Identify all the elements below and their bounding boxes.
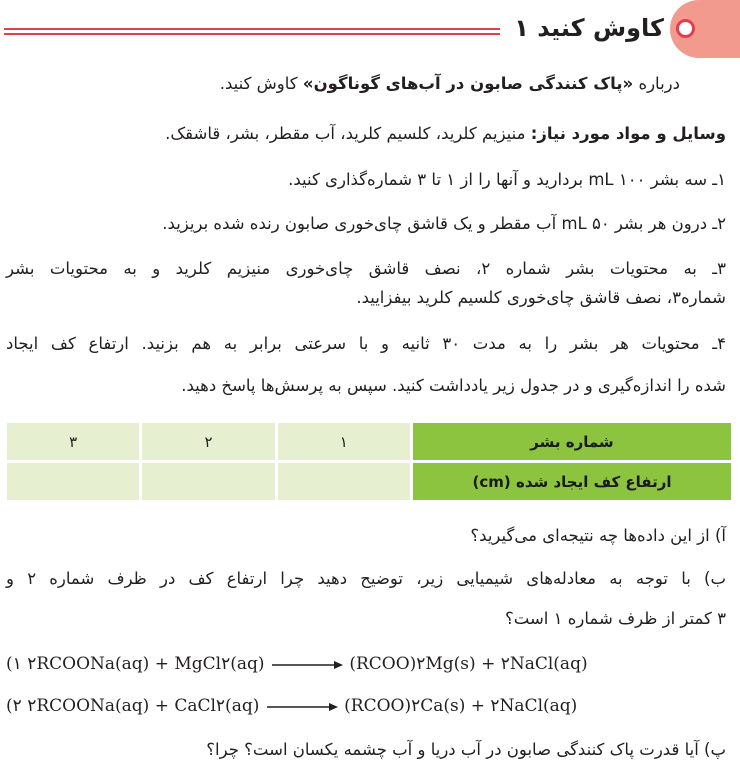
table-cell-beaker-3: ۳ xyxy=(7,423,139,460)
table-cell-empty xyxy=(142,463,274,500)
question-b-line-1: ب) با توجه به معادله‌های شیمیایی زیر، توضیح دهید چرا ارتفاع کف در ظرف شماره ۲ و xyxy=(6,569,727,588)
table-row xyxy=(7,463,731,500)
section-header xyxy=(0,0,740,62)
step-4-line-2: شده را اندازه‌گیری و در جدول زیر یادداشت کنید. سپس به پرسش‌ها پاسخ دهید. xyxy=(181,376,726,395)
equation-2 xyxy=(6,693,577,719)
step-1: ۱ـ سه بشر ۱۰۰ mL بردارید و آنها را از ۱ تا ۳ شماره‌گذاری کنید. xyxy=(288,170,726,189)
step-4-line-1: ۴ـ محتویات هر بشر را به مدت ۳۰ ثانیه و با سرعتی برابر به هم بزنید. ارتفاع کف ایجاد xyxy=(6,334,726,353)
step-3-line-1: ۳ـ به محتویات بشر شماره ۲، نصف قاشق چای‌خوری منیزیم کلرید و به محتویات بشر xyxy=(6,259,727,278)
table-cell-empty xyxy=(278,463,410,500)
equation-2-products: (RCOO)۲Ca(s) + ۲NaCl(aq) xyxy=(344,696,578,716)
equation-1-number: ۱) xyxy=(6,654,22,674)
step-3-line-2: شماره۳، نصف قاشق چای‌خوری کلسیم کلرید بیفزایید. xyxy=(356,288,726,307)
reaction-arrow-icon xyxy=(265,701,339,713)
intro-prefix: درباره xyxy=(633,74,680,93)
question-p: پ) آیا قدرت پاک کنندگی صابون در آب دریا و آب چشمه یکسان است؟ چرا؟ xyxy=(206,740,726,759)
step-2: ۲ـ درون هر بشر ۵۰ mL آب مقطر و یک قاشق چای‌خوری صابون رنده شده بریزید. xyxy=(162,214,726,233)
intro-topic: «پاک کنندگی صابون در آب‌های گوناگون» xyxy=(302,74,634,93)
question-a: آ) از این داده‌ها چه نتیجه‌ای می‌گیرید؟ xyxy=(470,526,726,545)
equation-1 xyxy=(6,651,588,677)
intro-suffix: کاوش کنید. xyxy=(219,74,303,93)
equation-2-reactants: ۲RCOONa(aq) + CaCl۲(aq) xyxy=(27,696,260,716)
intro-line xyxy=(220,72,680,96)
table-cell-beaker-2: ۲ xyxy=(142,423,274,460)
equation-2-number: ۲) xyxy=(6,696,22,716)
materials-line xyxy=(165,122,726,146)
table-header-beaker-number: شماره بشر xyxy=(413,423,731,460)
materials-text: منیزیم کلرید، کلسیم کلرید، آب مقطر، بشر، قاشقک. xyxy=(165,124,531,143)
reaction-arrow-icon xyxy=(270,659,344,671)
section-title: کاوش کنید ۱ xyxy=(500,6,668,50)
circle-bullet-icon xyxy=(676,19,695,38)
materials-label: وسایل و مواد مورد نیاز: xyxy=(530,124,726,143)
question-b-line-2: ۳ کمتر از ظرف شماره ۱ است؟ xyxy=(505,609,726,628)
table-cell-empty xyxy=(7,463,139,500)
table-row xyxy=(7,423,731,460)
equation-1-reactants: ۲RCOONa(aq) + MgCl۲(aq) xyxy=(27,654,265,674)
foam-height-table xyxy=(4,420,734,503)
equation-1-products: (RCOO)۲Mg(s) + ۲NaCl(aq) xyxy=(349,654,588,674)
table-header-foam-height: ارتفاع کف ایجاد شده (cm) xyxy=(413,463,731,500)
table-cell-beaker-1: ۱ xyxy=(278,423,410,460)
